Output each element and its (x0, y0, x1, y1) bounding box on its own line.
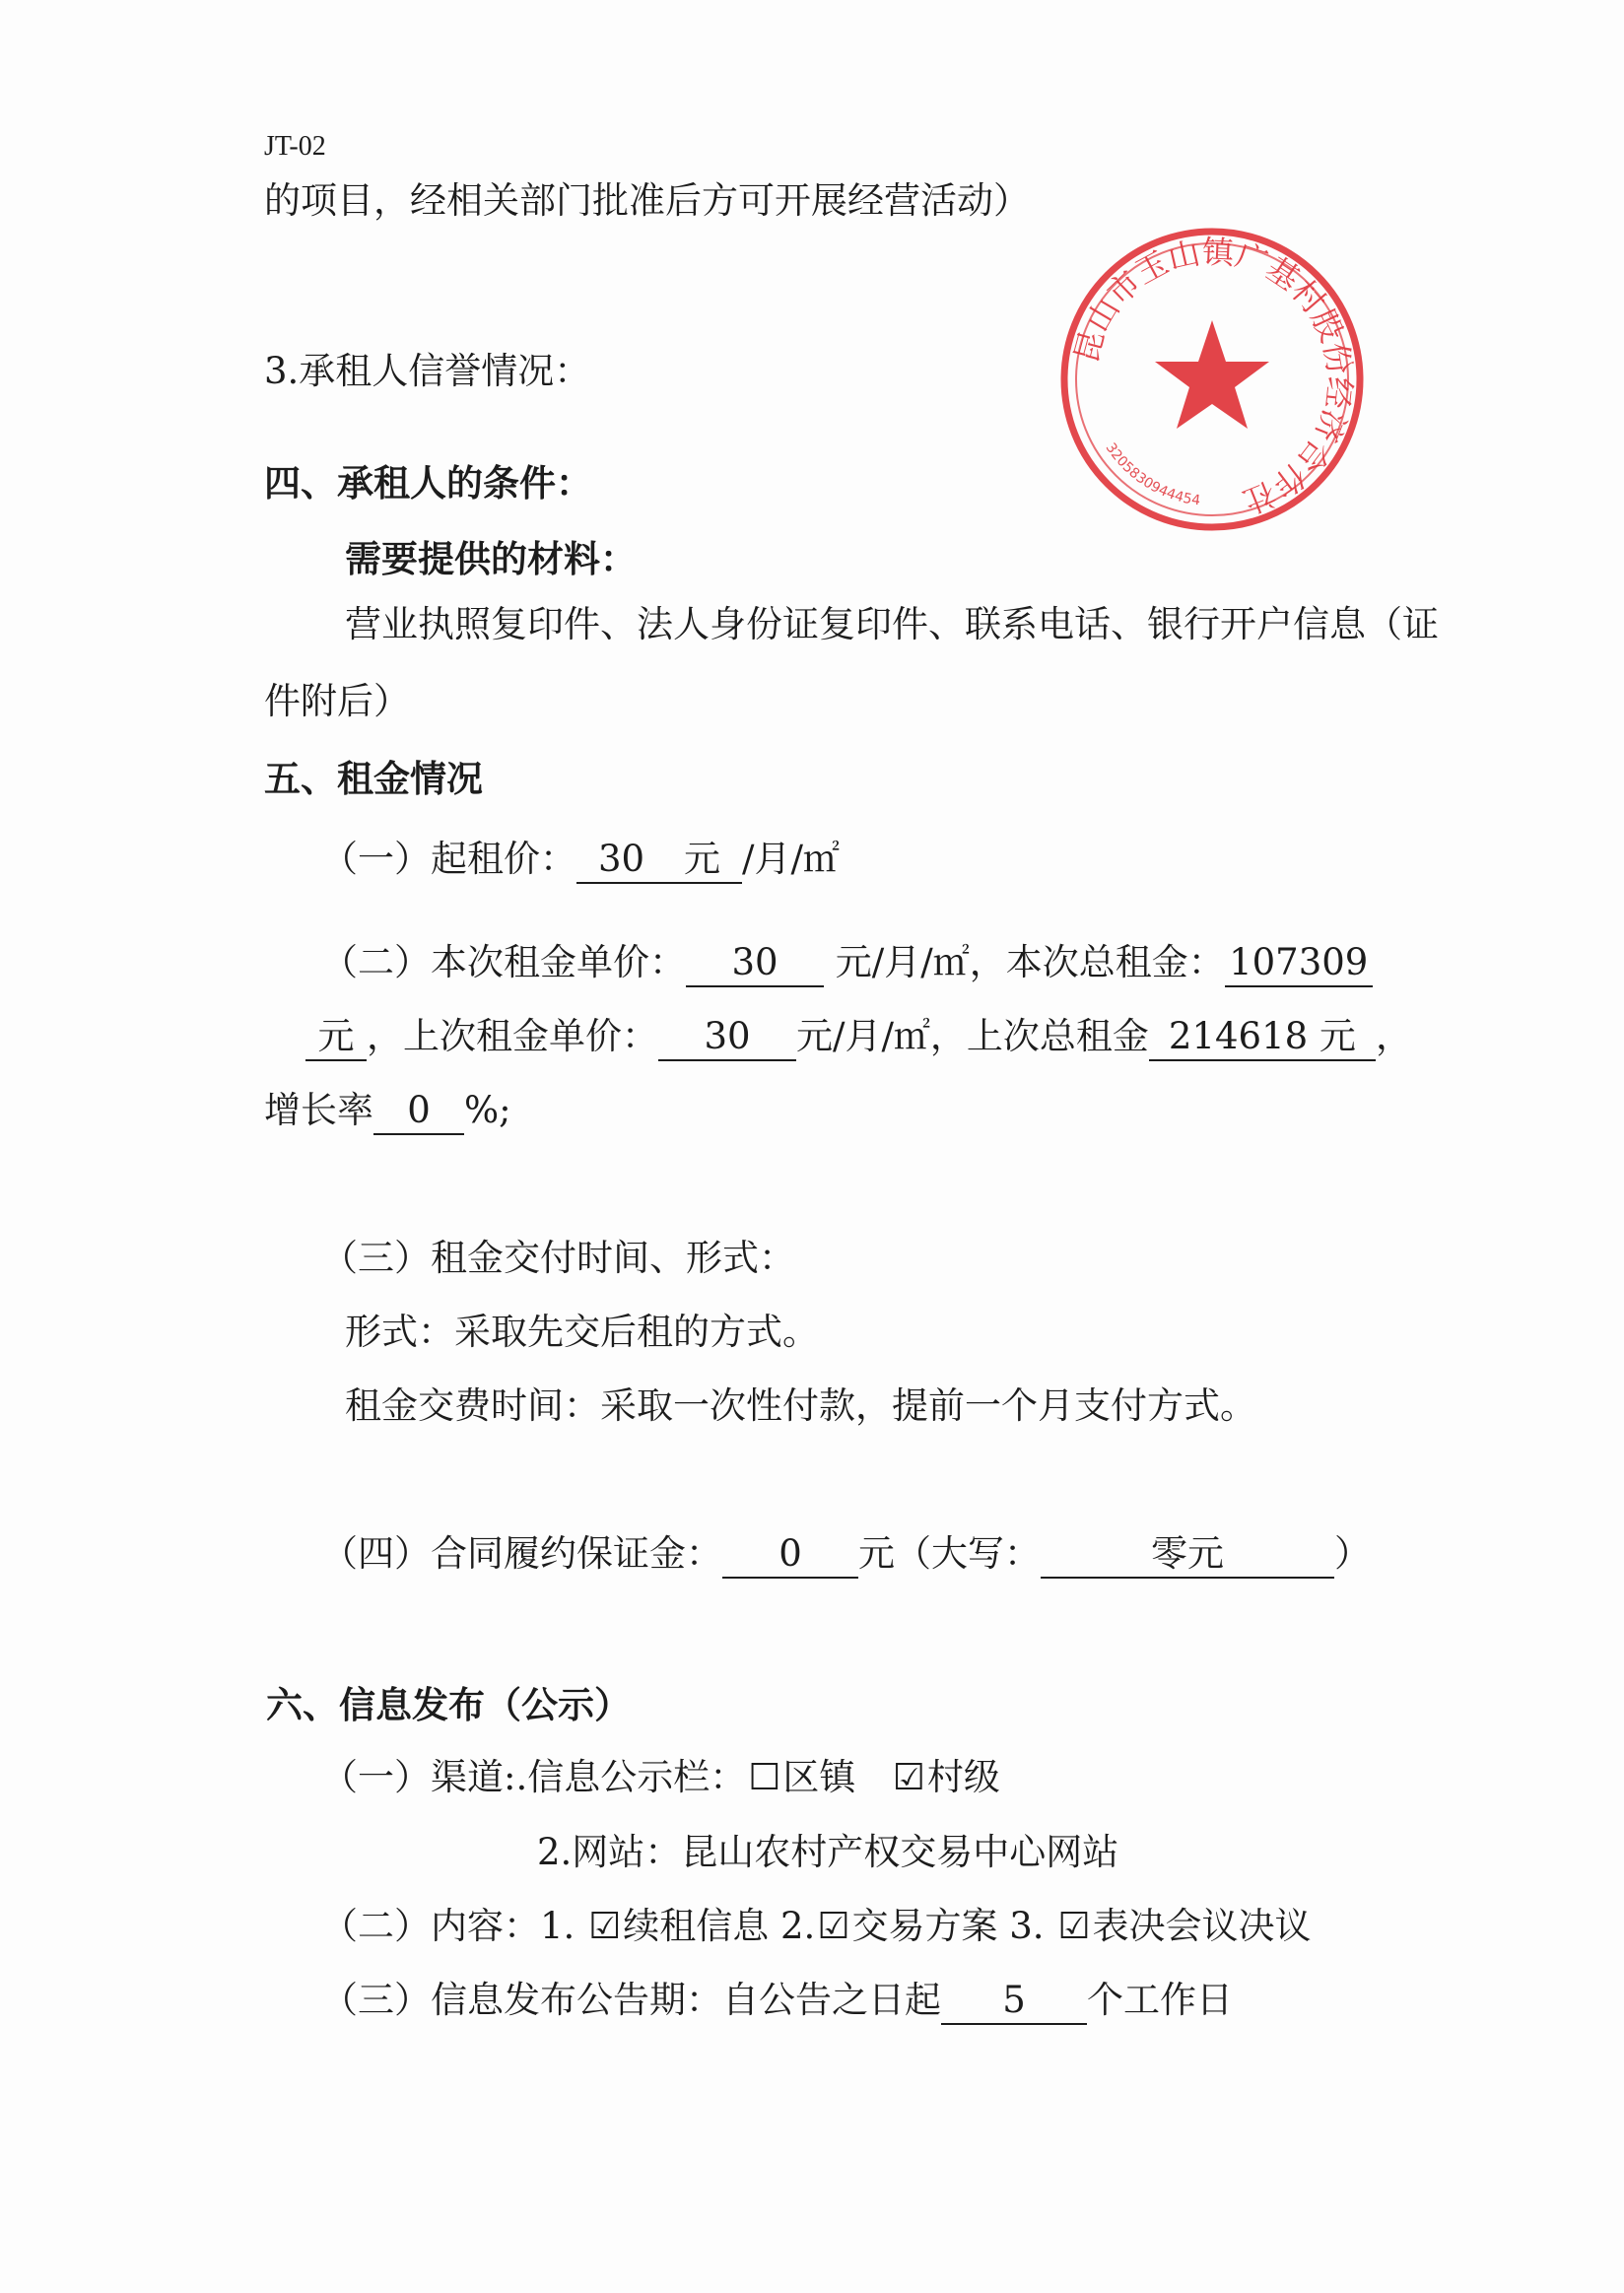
announcement-period-unit: 个工作日 (1087, 1979, 1233, 2021)
seal-number: 3205830944454 (1102, 439, 1202, 509)
content-item-renewal: 续租信息 2. (623, 1905, 816, 1947)
announcement-period-label: （三）信息发布公告期：自公告之日起 (321, 1979, 941, 2021)
current-total-unit: 元 (305, 1017, 367, 1061)
section-6-title: 六、信息发布（公示） (266, 1683, 631, 1726)
doc-code: JT-02 (264, 131, 326, 162)
growth-rate-value: 0 (373, 1091, 464, 1135)
seal-org-name: 昆山市玉山镇广基村股份经济合作社 (1066, 233, 1359, 521)
content-item-resolution: 表决会议决议 (1092, 1905, 1312, 1947)
checked-box-icon[interactable]: ☑ (892, 1756, 925, 1798)
deposit-value: 0 (722, 1534, 858, 1579)
checked-box-icon[interactable]: ☑ (1057, 1905, 1091, 1947)
unchecked-box-icon[interactable]: ☐ (748, 1756, 781, 1798)
website-row: 2.网站：昆山农村产权交易中心网站 (537, 1831, 1119, 1873)
materials-text-2: 件附后） (264, 680, 410, 722)
content-row (321, 1905, 1312, 1948)
continued-line: 的项目，经相关部门批准后方可开展经营活动） (264, 179, 1030, 222)
previous-rent-label: ，上次租金单价： (367, 1015, 658, 1057)
starting-price-row (321, 838, 840, 884)
content-item-plan: 交易方案 3. (851, 1905, 1045, 1947)
previous-unit-price: 30 (658, 1017, 796, 1061)
option-village: 村级 (926, 1756, 1000, 1798)
announcement-period-row (321, 1979, 1233, 2025)
announcement-period-value: 5 (941, 1981, 1087, 2025)
starting-price-value: 30 元 (576, 840, 742, 884)
deposit-words-value: 零元 (1041, 1534, 1334, 1579)
starting-price-label: （一）起租价： (321, 838, 576, 880)
previous-total-label: 元/月/㎡，上次总租金 (796, 1015, 1149, 1057)
previous-total-comma: ， (1375, 1015, 1412, 1057)
growth-rate-label: 增长率 (264, 1089, 373, 1131)
payment-time: 租金交费时间：采取一次性付款，提前一个月支付方式。 (345, 1384, 1256, 1427)
payment-title: （三）租金交付时间、形式： (321, 1237, 795, 1279)
materials-text-1: 营业执照复印件、法人身份证复印件、联系电话、银行开户信息（证 (345, 603, 1439, 645)
materials-heading: 需要提供的材料： (345, 537, 637, 580)
current-total-label: 元/月/㎡，本次总租金： (835, 941, 1225, 983)
content-label: （二）内容：1. (321, 1905, 575, 1947)
current-rent-row (321, 941, 1373, 987)
checked-box-icon[interactable]: ☑ (588, 1905, 622, 1947)
current-unit-price: 30 (686, 943, 824, 987)
deposit-label: （四）合同履约保证金： (321, 1532, 722, 1575)
payment-form: 形式：采取先交后租的方式。 (345, 1311, 819, 1353)
section-5-title: 五、租金情况 (264, 757, 483, 800)
growth-rate-row (264, 1089, 511, 1135)
deposit-row (321, 1532, 1371, 1579)
option-district: 区镇 (782, 1756, 856, 1798)
current-total-value: 107309 (1225, 943, 1373, 987)
growth-rate-unit: %; (464, 1089, 511, 1131)
previous-total-value: 214618 元 (1149, 1017, 1376, 1061)
previous-rent-row (305, 1015, 1412, 1061)
credit-line: 3.承租人信誉情况： (264, 350, 591, 392)
official-seal (1054, 222, 1370, 537)
channel-row (321, 1756, 1000, 1799)
checked-box-icon[interactable]: ☑ (817, 1905, 850, 1947)
starting-price-unit: /月/㎡ (742, 838, 840, 880)
channel-label: （一）渠道:.信息公示栏： (321, 1756, 747, 1798)
deposit-words-label: 元（大写： (858, 1532, 1041, 1575)
section-4-title: 四、承租人的条件： (264, 461, 592, 505)
current-rent-label: （二）本次租金单价： (321, 941, 686, 983)
deposit-close: ） (1334, 1532, 1371, 1575)
seal-star-icon (1155, 320, 1269, 429)
